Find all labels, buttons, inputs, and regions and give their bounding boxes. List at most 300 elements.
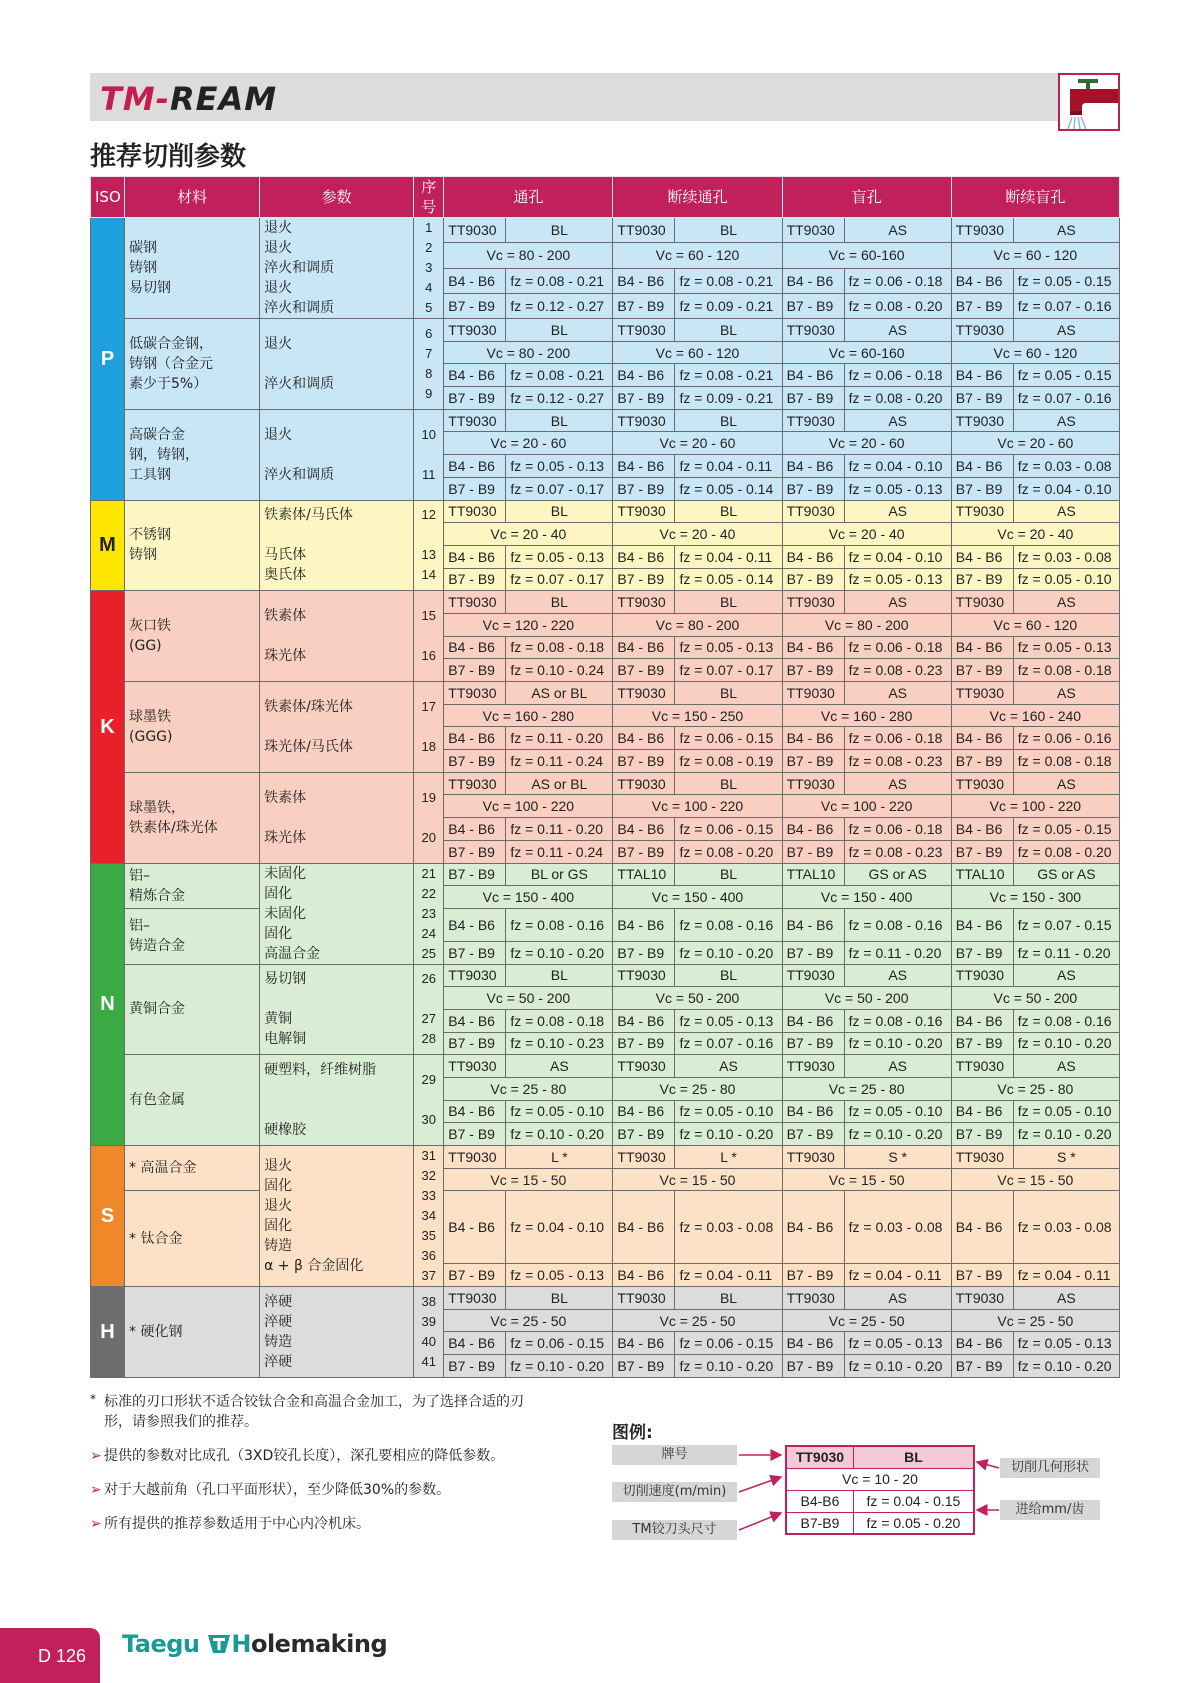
- fz-cell: fz = 0.08 - 0.16: [1013, 1009, 1119, 1032]
- vc-cell: Vc = 20 - 40: [444, 523, 613, 546]
- geometry-cell: BL: [506, 964, 613, 987]
- params-cell: 易切钢 黄铜 电解铜: [260, 964, 414, 1055]
- fz-cell: fz = 0.05 - 0.10: [844, 1100, 951, 1123]
- size-cell: B4 - B6: [613, 908, 675, 941]
- fz-cell: fz = 0.08 - 0.19: [675, 750, 782, 773]
- material-cell: 铝– 铸造合金: [125, 908, 260, 964]
- legend-label-geometry: 切削几何形状: [1000, 1458, 1100, 1478]
- fz-cell: fz = 0.05 - 0.14: [675, 477, 782, 500]
- grade-cell: TT9030: [782, 1146, 844, 1169]
- grade-cell: TT9030: [444, 772, 506, 795]
- vc-cell: Vc = 100 - 220: [613, 795, 782, 818]
- legend-label-head-size: TM铰刀头尺寸: [612, 1520, 737, 1540]
- table-row: [91, 500, 1120, 523]
- fz-cell: fz = 0.08 - 0.23: [844, 659, 951, 682]
- size-cell: B4 - B6: [782, 1332, 844, 1355]
- vc-cell: Vc = 80 - 200: [782, 613, 951, 636]
- size-cell: B7 - B9: [782, 840, 844, 863]
- size-cell: B4 - B6: [951, 1191, 1013, 1264]
- arrow-bullet-icon: ➢: [90, 1448, 102, 1464]
- seq-cell: 6 7 8 9: [414, 319, 444, 410]
- grade-cell: TT9030: [951, 409, 1013, 432]
- size-cell: B7 - B9: [951, 477, 1013, 500]
- fz-cell: fz = 0.08 - 0.16: [506, 908, 613, 941]
- fz-cell: fz = 0.04 - 0.11: [675, 1264, 782, 1287]
- seq-cell: 15 16: [414, 591, 444, 682]
- vc-cell: Vc = 60 - 120: [951, 243, 1119, 268]
- geometry-cell: BL: [675, 591, 782, 614]
- vc-cell: Vc = 20 - 60: [444, 432, 613, 455]
- page-number: D 126: [0, 1628, 100, 1683]
- grade-cell: TT9030: [951, 1287, 1013, 1310]
- vc-cell: Vc = 50 - 200: [444, 987, 613, 1010]
- fz-cell: fz = 0.04 - 0.11: [675, 455, 782, 478]
- geometry-cell: BL: [675, 319, 782, 342]
- grade-cell: TT9030: [782, 682, 844, 705]
- size-cell: B4 - B6: [782, 908, 844, 941]
- size-cell: B4 - B6: [613, 636, 675, 659]
- vc-cell: Vc = 25 - 50: [782, 1309, 951, 1332]
- size-cell: B7 - B9: [951, 1264, 1013, 1287]
- size-cell: B4 - B6: [782, 727, 844, 750]
- size-cell: B4 - B6: [782, 818, 844, 841]
- legend-label-cutting-speed: 切削速度(m/min): [612, 1482, 737, 1502]
- col-params: 参数: [260, 177, 414, 218]
- size-cell: B4 - B6: [444, 818, 506, 841]
- size-cell: B4 - B6: [444, 545, 506, 568]
- grade-cell: TT9030: [444, 1287, 506, 1310]
- size-cell: B4 - B6: [951, 818, 1013, 841]
- geometry-cell: AS: [844, 500, 951, 523]
- note-item: ➢ 对于大越前角（孔口平面形状），至少降低30%的参数。: [90, 1482, 451, 1498]
- fz-cell: fz = 0.10 - 0.20: [1013, 1355, 1119, 1378]
- size-cell: B7 - B9: [613, 387, 675, 410]
- grade-cell: TT9030: [782, 1055, 844, 1078]
- size-cell: B7 - B9: [613, 1355, 675, 1378]
- size-cell: B4 - B6: [444, 1332, 506, 1355]
- grade-cell: TT9030: [444, 500, 506, 523]
- table-row: [91, 1146, 1120, 1169]
- fz-cell: fz = 0.08 - 0.23: [844, 840, 951, 863]
- table-row: [91, 1055, 1120, 1078]
- geometry-cell: AS: [1013, 964, 1119, 987]
- legend-label-grade: 牌号: [612, 1445, 737, 1465]
- params-cell: 未固化 固化 未固化 固化 高温合金: [260, 863, 414, 964]
- brand-logo: Taegu Holemaking: [122, 1630, 388, 1658]
- size-cell: B4 - B6: [782, 1100, 844, 1123]
- fz-cell: fz = 0.09 - 0.21: [675, 387, 782, 410]
- geometry-cell: BL: [675, 218, 782, 243]
- fz-cell: fz = 0.08 - 0.18: [1013, 659, 1119, 682]
- vc-cell: Vc = 100 - 220: [951, 795, 1119, 818]
- size-cell: B4 - B6: [613, 1009, 675, 1032]
- fz-cell: fz = 0.11 - 0.20: [844, 941, 951, 964]
- grade-cell: TT9030: [444, 591, 506, 614]
- col-through-hole: 通孔: [444, 177, 613, 218]
- arrow-bullet-icon: ➢: [90, 1482, 102, 1498]
- grade-cell: TT9030: [951, 218, 1013, 243]
- geometry-cell: AS: [1013, 1287, 1119, 1310]
- vc-cell: Vc = 150 - 400: [782, 886, 951, 909]
- size-cell: B7 - B9: [951, 1123, 1013, 1146]
- vc-cell: Vc = 160 - 240: [951, 704, 1119, 727]
- col-material: 材料: [125, 177, 260, 218]
- fz-cell: fz = 0.07 - 0.16: [1013, 387, 1119, 410]
- geometry-cell: AS: [1013, 319, 1119, 342]
- size-cell: B7 - B9: [444, 941, 506, 964]
- size-cell: B7 - B9: [613, 750, 675, 773]
- geometry-cell: BL: [506, 591, 613, 614]
- fz-cell: fz = 0.03 - 0.08: [1013, 545, 1119, 568]
- size-cell: B7 - B9: [782, 659, 844, 682]
- col-iso: ISO: [91, 177, 125, 218]
- size-cell: B7 - B9: [613, 1032, 675, 1055]
- vc-cell: Vc = 150 - 400: [444, 886, 613, 909]
- grade-cell: TT9030: [444, 964, 506, 987]
- fz-cell: fz = 0.08 - 0.21: [675, 268, 782, 293]
- geometry-cell: BL: [675, 1287, 782, 1310]
- params-cell: 退火 淬火和调质: [260, 319, 414, 410]
- size-cell: B4 - B6: [444, 1191, 506, 1264]
- fz-cell: fz = 0.07 - 0.16: [675, 1032, 782, 1055]
- legend-example-table: TT9030 BL Vc = 10 - 20 B4-B6 fz = 0.04 - 0.15 B7-B9 fz = 0.05 - 0.20: [785, 1445, 975, 1535]
- size-cell: B7 - B9: [444, 840, 506, 863]
- size-cell: B4 - B6: [444, 1009, 506, 1032]
- params-cell: 铁素体 珠光体: [260, 772, 414, 863]
- fz-cell: fz = 0.05 - 0.15: [1013, 268, 1119, 293]
- material-cell: 铝– 精炼合金: [125, 863, 260, 908]
- fz-cell: fz = 0.05 - 0.10: [675, 1100, 782, 1123]
- size-cell: B7 - B9: [444, 477, 506, 500]
- size-cell: B7 - B9: [613, 1123, 675, 1146]
- vc-cell: Vc = 60-160: [782, 341, 951, 364]
- vc-cell: Vc = 150 - 300: [951, 886, 1119, 909]
- geometry-cell: AS or BL: [506, 772, 613, 795]
- material-cell: * 高温合金: [125, 1146, 260, 1191]
- grade-cell: TT9030: [613, 409, 675, 432]
- table-row: [91, 319, 1120, 342]
- fz-cell: fz = 0.04 - 0.11: [844, 1264, 951, 1287]
- grade-cell: TT9030: [444, 1146, 506, 1169]
- fz-cell: fz = 0.05 - 0.13: [506, 545, 613, 568]
- fz-cell: fz = 0.05 - 0.13: [844, 1332, 951, 1355]
- vc-cell: Vc = 25 - 80: [444, 1077, 613, 1100]
- table-row: [91, 409, 1120, 432]
- geometry-cell: AS: [844, 772, 951, 795]
- fz-cell: fz = 0.05 - 0.13: [1013, 1332, 1119, 1355]
- material-cell: 灰口铁 (GG): [125, 591, 260, 682]
- size-cell: B4 - B6: [951, 1100, 1013, 1123]
- geometry-cell: BL: [506, 409, 613, 432]
- size-cell: B4 - B6: [444, 636, 506, 659]
- vc-cell: Vc = 25 - 80: [613, 1077, 782, 1100]
- size-cell: B7 - B9: [951, 941, 1013, 964]
- fz-cell: fz = 0.04 - 0.10: [844, 455, 951, 478]
- size-cell: B4 - B6: [951, 545, 1013, 568]
- fz-cell: fz = 0.05 - 0.10: [1013, 568, 1119, 591]
- fz-cell: fz = 0.06 - 0.15: [675, 1332, 782, 1355]
- seq-cell: 26 27 28: [414, 964, 444, 1055]
- vc-cell: Vc = 150 - 400: [613, 886, 782, 909]
- grade-cell: TT9030: [444, 218, 506, 243]
- size-cell: B7 - B9: [613, 293, 675, 318]
- fz-cell: fz = 0.08 - 0.20: [675, 840, 782, 863]
- fz-cell: fz = 0.04 - 0.10: [506, 1191, 613, 1264]
- fz-cell: fz = 0.08 - 0.16: [844, 1009, 951, 1032]
- geometry-cell: GS or AS: [1013, 863, 1119, 886]
- fz-cell: fz = 0.11 - 0.20: [506, 727, 613, 750]
- grade-cell: TT9030: [613, 682, 675, 705]
- grade-cell: TT9030: [951, 1055, 1013, 1078]
- geometry-cell: BL: [675, 863, 782, 886]
- geometry-cell: AS: [1013, 1055, 1119, 1078]
- vc-cell: Vc = 50 - 200: [782, 987, 951, 1010]
- vc-cell: Vc = 25 - 80: [782, 1077, 951, 1100]
- fz-cell: fz = 0.05 - 0.13: [844, 477, 951, 500]
- size-cell: B4 - B6: [444, 1100, 506, 1123]
- vc-cell: Vc = 100 - 220: [444, 795, 613, 818]
- grade-cell: TT9030: [613, 1055, 675, 1078]
- size-cell: B4 - B6: [782, 268, 844, 293]
- fz-cell: fz = 0.06 - 0.15: [506, 1332, 613, 1355]
- cutting-parameters-table: [90, 176, 1120, 1378]
- geometry-cell: GS or AS: [844, 863, 951, 886]
- size-cell: B4 - B6: [951, 1009, 1013, 1032]
- iso-group-P: P: [91, 218, 125, 501]
- vc-cell: Vc = 20 - 60: [782, 432, 951, 455]
- fz-cell: fz = 0.08 - 0.20: [844, 387, 951, 410]
- size-cell: B7 - B9: [444, 1355, 506, 1378]
- grade-cell: TT9030: [613, 964, 675, 987]
- grade-cell: TT9030: [782, 1287, 844, 1310]
- size-cell: B4 - B6: [613, 545, 675, 568]
- material-cell: * 硬化钢: [125, 1287, 260, 1378]
- fz-cell: fz = 0.06 - 0.15: [675, 818, 782, 841]
- params-cell: 硬塑料，纤维树脂 硬橡胶: [260, 1055, 414, 1146]
- size-cell: B7 - B9: [782, 750, 844, 773]
- fz-cell: fz = 0.08 - 0.20: [1013, 840, 1119, 863]
- material-cell: 高碳合金 钢，铸钢， 工具钢: [125, 409, 260, 500]
- iso-group-N: N: [91, 863, 125, 1146]
- geometry-cell: AS: [675, 1055, 782, 1078]
- note-item: ➢ 提供的参数对比成孔（3XD铰孔长度），深孔要相应的降低参数。: [90, 1448, 505, 1464]
- size-cell: B7 - B9: [782, 477, 844, 500]
- fz-cell: fz = 0.11 - 0.24: [506, 750, 613, 773]
- fz-cell: fz = 0.06 - 0.16: [1013, 727, 1119, 750]
- fz-cell: fz = 0.05 - 0.13: [844, 568, 951, 591]
- geometry-cell: BL: [506, 319, 613, 342]
- fz-cell: fz = 0.05 - 0.10: [1013, 1100, 1119, 1123]
- geometry-cell: BL: [506, 500, 613, 523]
- vc-cell: Vc = 20 - 40: [782, 523, 951, 546]
- col-seq: 序 号: [414, 177, 444, 218]
- vc-cell: Vc = 15 - 50: [782, 1168, 951, 1191]
- fz-cell: fz = 0.07 - 0.16: [1013, 293, 1119, 318]
- size-cell: B4 - B6: [951, 268, 1013, 293]
- grade-cell: B7 - B9: [444, 863, 506, 886]
- size-cell: B7 - B9: [782, 1032, 844, 1055]
- page-title: 推荐切削参数: [90, 142, 247, 172]
- geometry-cell: AS: [1013, 682, 1119, 705]
- size-cell: B4 - B6: [613, 818, 675, 841]
- fz-cell: fz = 0.06 - 0.18: [844, 818, 951, 841]
- grade-cell: TT9030: [444, 409, 506, 432]
- fz-cell: fz = 0.06 - 0.18: [844, 636, 951, 659]
- vc-cell: Vc = 20 - 40: [613, 523, 782, 546]
- note-item: * 标准的刃口形状不适合铰钛合金和高温合金加工，为了选择合适的刃形，请参照我们的推荐。: [90, 1392, 524, 1430]
- vc-cell: Vc = 20 - 60: [951, 432, 1119, 455]
- seq-cell: 19 20: [414, 772, 444, 863]
- size-cell: B7 - B9: [782, 1264, 844, 1287]
- size-cell: B4 - B6: [782, 364, 844, 387]
- size-cell: B4 - B6: [444, 908, 506, 941]
- table-row: [91, 591, 1120, 614]
- material-cell: 黄铜合金: [125, 964, 260, 1055]
- geometry-cell: AS: [844, 591, 951, 614]
- vc-cell: Vc = 80 - 200: [444, 341, 613, 364]
- table-row: [91, 682, 1120, 705]
- vc-cell: Vc = 25 - 50: [444, 1309, 613, 1332]
- grade-cell: TT9030: [782, 964, 844, 987]
- geometry-cell: AS: [1013, 218, 1119, 243]
- fz-cell: fz = 0.10 - 0.23: [506, 1032, 613, 1055]
- grade-cell: TT9030: [444, 1055, 506, 1078]
- grade-cell: TTAL10: [782, 863, 844, 886]
- seq-cell: 10 11: [414, 409, 444, 500]
- geometry-cell: AS: [844, 319, 951, 342]
- size-cell: B4 - B6: [951, 908, 1013, 941]
- grade-cell: TTAL10: [951, 863, 1013, 886]
- geometry-cell: AS: [844, 218, 951, 243]
- geometry-cell: BL: [675, 409, 782, 432]
- fz-cell: fz = 0.08 - 0.16: [675, 908, 782, 941]
- fz-cell: fz = 0.03 - 0.08: [1013, 455, 1119, 478]
- size-cell: B7 - B9: [444, 659, 506, 682]
- size-cell: B7 - B9: [782, 941, 844, 964]
- size-cell: B4 - B6: [613, 1264, 675, 1287]
- fz-cell: fz = 0.05 - 0.13: [506, 455, 613, 478]
- geometry-cell: AS: [844, 964, 951, 987]
- size-cell: B7 - B9: [951, 1032, 1013, 1055]
- vc-cell: Vc = 25 - 50: [613, 1309, 782, 1332]
- grade-cell: TT9030: [444, 319, 506, 342]
- taegutec-shield-icon: [207, 1633, 231, 1655]
- size-cell: B7 - B9: [951, 840, 1013, 863]
- geometry-cell: AS: [1013, 500, 1119, 523]
- table-row: [91, 1287, 1120, 1310]
- geometry-cell: AS: [506, 1055, 613, 1078]
- col-interrupted-blind-hole: 断续盲孔: [951, 177, 1119, 218]
- seq-cell: 21 22 23 24 25: [414, 863, 444, 964]
- seq-cell: 1 2 3 4 5: [414, 218, 444, 319]
- material-cell: 球墨铁， 铁素体/珠光体: [125, 772, 260, 863]
- size-cell: B7 - B9: [951, 293, 1013, 318]
- fz-cell: fz = 0.03 - 0.08: [675, 1191, 782, 1264]
- grade-cell: TT9030: [613, 1146, 675, 1169]
- tm-ream-logo: TM-REAM: [100, 80, 278, 118]
- size-cell: B7 - B9: [613, 941, 675, 964]
- arrow-bullet-icon: ➢: [90, 1516, 102, 1532]
- size-cell: B7 - B9: [444, 568, 506, 591]
- size-cell: B4 - B6: [613, 364, 675, 387]
- fz-cell: fz = 0.08 - 0.21: [506, 268, 613, 293]
- size-cell: B7 - B9: [951, 568, 1013, 591]
- fz-cell: fz = 0.05 - 0.13: [675, 1009, 782, 1032]
- fz-cell: fz = 0.05 - 0.10: [506, 1100, 613, 1123]
- table-row: [91, 1191, 1120, 1264]
- size-cell: B4 - B6: [613, 1100, 675, 1123]
- size-cell: B4 - B6: [782, 1191, 844, 1264]
- grade-cell: TT9030: [613, 319, 675, 342]
- grade-cell: TT9030: [951, 772, 1013, 795]
- fz-cell: fz = 0.09 - 0.21: [675, 293, 782, 318]
- table-row: [91, 964, 1120, 987]
- seq-cell: 38 39 40 41: [414, 1287, 444, 1378]
- material-cell: 低碳合金钢， 铸钢（合金元 素少于5%）: [125, 319, 260, 410]
- fz-cell: fz = 0.04 - 0.11: [1013, 1264, 1119, 1287]
- fz-cell: fz = 0.12 - 0.27: [506, 387, 613, 410]
- grade-cell: TT9030: [951, 319, 1013, 342]
- fz-cell: fz = 0.08 - 0.18: [506, 636, 613, 659]
- vc-cell: Vc = 60 - 120: [613, 341, 782, 364]
- geometry-cell: BL: [506, 1287, 613, 1310]
- geometry-cell: BL: [675, 500, 782, 523]
- table-row: [91, 218, 1120, 243]
- table-row: [91, 908, 1120, 941]
- params-cell: 铁素体 珠光体: [260, 591, 414, 682]
- size-cell: B4 - B6: [782, 455, 844, 478]
- fz-cell: fz = 0.10 - 0.24: [506, 659, 613, 682]
- params-cell: 退火 淬火和调质: [260, 409, 414, 500]
- size-cell: B4 - B6: [951, 636, 1013, 659]
- size-cell: B4 - B6: [444, 268, 506, 293]
- fz-cell: fz = 0.06 - 0.18: [844, 364, 951, 387]
- material-cell: * 钛合金: [125, 1191, 260, 1287]
- vc-cell: Vc = 60 - 120: [951, 341, 1119, 364]
- size-cell: B7 - B9: [782, 568, 844, 591]
- grade-cell: TT9030: [951, 964, 1013, 987]
- size-cell: B7 - B9: [782, 1123, 844, 1146]
- vc-cell: Vc = 160 - 280: [782, 704, 951, 727]
- params-cell: 铁素体/马氏体 马氏体 奥氏体: [260, 500, 414, 591]
- size-cell: B4 - B6: [782, 545, 844, 568]
- geometry-cell: BL: [675, 682, 782, 705]
- fz-cell: fz = 0.06 - 0.18: [844, 268, 951, 293]
- size-cell: B4 - B6: [613, 455, 675, 478]
- params-cell: 退火 退火 淬火和调质 退火 淬火和调质: [260, 218, 414, 319]
- grade-cell: TTAL10: [613, 863, 675, 886]
- vc-cell: Vc = 15 - 50: [613, 1168, 782, 1191]
- fz-cell: fz = 0.10 - 0.20: [844, 1032, 951, 1055]
- geometry-cell: L *: [506, 1146, 613, 1169]
- vc-cell: Vc = 15 - 50: [951, 1168, 1119, 1191]
- geometry-cell: AS: [844, 1055, 951, 1078]
- iso-group-M: M: [91, 500, 125, 591]
- geometry-cell: AS: [844, 409, 951, 432]
- fz-cell: fz = 0.06 - 0.18: [844, 727, 951, 750]
- fz-cell: fz = 0.05 - 0.15: [1013, 364, 1119, 387]
- size-cell: B4 - B6: [444, 455, 506, 478]
- fz-cell: fz = 0.06 - 0.15: [675, 727, 782, 750]
- size-cell: B7 - B9: [444, 387, 506, 410]
- fz-cell: fz = 0.08 - 0.21: [675, 364, 782, 387]
- fz-cell: fz = 0.08 - 0.18: [1013, 750, 1119, 773]
- size-cell: B4 - B6: [613, 1191, 675, 1264]
- size-cell: B4 - B6: [951, 455, 1013, 478]
- vc-cell: Vc = 80 - 200: [613, 613, 782, 636]
- fz-cell: fz = 0.08 - 0.20: [844, 293, 951, 318]
- grade-cell: TT9030: [782, 591, 844, 614]
